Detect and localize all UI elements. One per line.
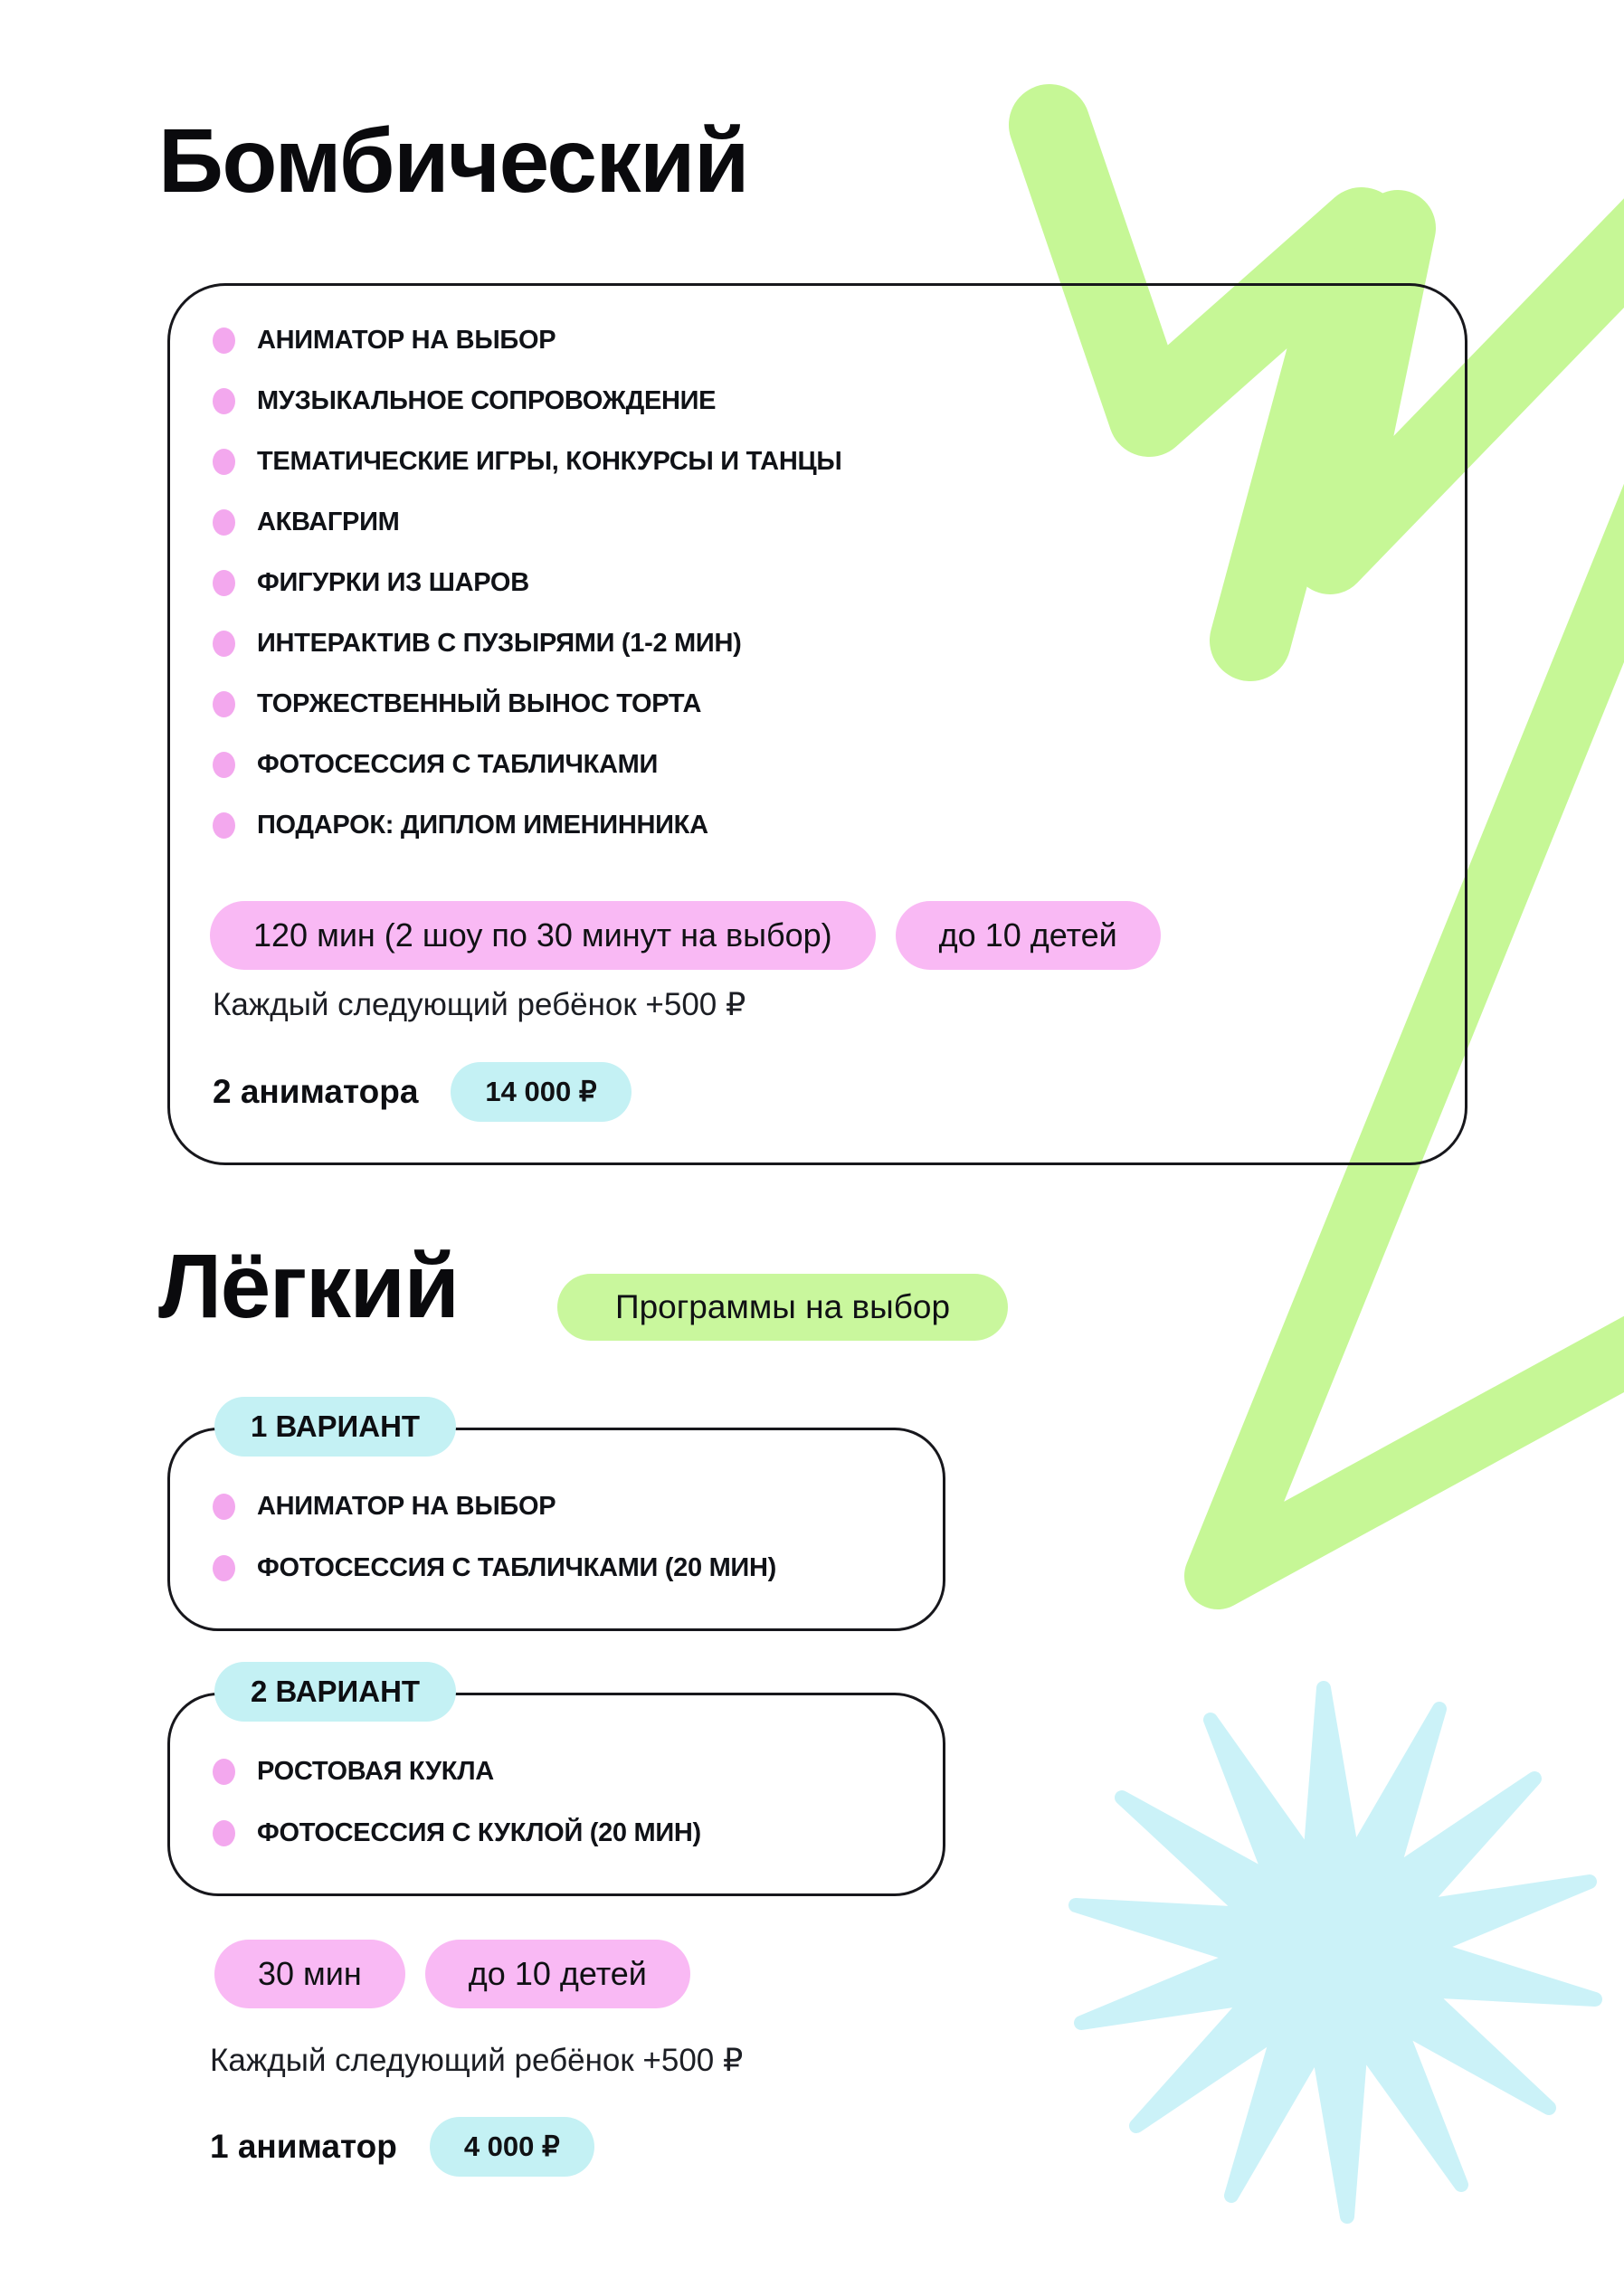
feature-label: ПОДАРОК: ДИПЛОМ ИМЕНИННИКА [257,811,708,840]
bullet-dot-icon [213,812,235,839]
bullet-dot-icon [213,388,235,414]
section-title-bombastic: Бомбический [158,110,749,212]
bullet-dot-icon [213,1759,235,1785]
price-pill: 4 000 ₽ [430,2117,594,2177]
feature-item [213,432,1438,492]
conditions-row [210,901,1161,970]
feature-item [213,310,1438,371]
variant-2-label: 2 ВАРИАНТ [214,1662,456,1722]
bullet-dot-icon [213,327,235,354]
variant-1-label: 1 ВАРИАНТ [214,1397,456,1457]
price-row [210,2117,594,2177]
variant-1-card [167,1428,945,1631]
duration-pill: 30 мин [214,1940,405,2008]
price-row [213,1062,632,1122]
feature-label: ТЕМАТИЧЕСКИЕ ИГРЫ, КОНКУРСЫ И ТАНЦЫ [257,447,842,476]
feature-list [213,1741,916,1864]
kids-count-pill: до 10 детей [896,901,1161,970]
bullet-dot-icon [213,509,235,536]
feature-label: ТОРЖЕСТВЕННЫЙ ВЫНОС ТОРТА [257,689,702,718]
variant-2-card [167,1693,945,1896]
extra-child-note: Каждый следующий ребёнок +500 ₽ [213,987,746,1022]
price-pill: 14 000 ₽ [451,1062,631,1122]
staff-label: 2 аниматора [213,1073,419,1110]
feature-item [213,1537,916,1599]
feature-item [213,1741,916,1802]
conditions-row [214,1940,690,2008]
feature-label: АНИМАТОР НА ВЫБОР [257,326,556,355]
feature-item [213,1476,916,1537]
program-card-bombastic [167,283,1467,1165]
feature-label: ФОТОСЕССИЯ С ТАБЛИЧКАМИ [257,750,659,779]
feature-label: АКВАГРИМ [257,508,400,536]
feature-item [213,1802,916,1864]
feature-label: АНИМАТОР НА ВЫБОР [257,1491,556,1521]
feature-label: МУЗЫКАЛЬНОЕ СОПРОВОЖДЕНИЕ [257,386,717,415]
feature-label: ИНТЕРАКТИВ С ПУЗЫРЯМИ (1-2 МИН) [257,629,742,658]
feature-list [213,310,1438,856]
bullet-dot-icon [213,752,235,778]
feature-label: ФОТОСЕССИЯ С КУКЛОЙ (20 МИН) [257,1817,701,1847]
bullet-dot-icon [213,691,235,717]
bullet-dot-icon [213,631,235,657]
feature-item [213,735,1438,795]
feature-item [213,492,1438,553]
feature-label: РОСТОВАЯ КУКЛА [257,1756,494,1786]
feature-label: ФОТОСЕССИЯ С ТАБЛИЧКАМИ (20 МИН) [257,1552,776,1582]
bullet-dot-icon [213,570,235,596]
bullet-dot-icon [213,1555,235,1581]
section-title-light: Лёгкий [158,1236,459,1337]
kids-count-pill: до 10 детей [425,1940,690,2008]
bullet-dot-icon [213,449,235,475]
staff-label: 1 аниматор [210,2128,397,2165]
programs-choice-badge: Программы на выбор [557,1274,1008,1341]
feature-item [213,371,1438,432]
extra-child-note: Каждый следующий ребёнок +500 ₽ [210,2043,744,2078]
feature-list [213,1476,916,1599]
feature-item [213,553,1438,613]
feature-label: ФИГУРКИ ИЗ ШАРОВ [257,568,529,597]
duration-pill: 120 мин (2 шоу по 30 минут на выбор) [210,901,876,970]
feature-item [213,795,1438,856]
bullet-dot-icon [213,1820,235,1846]
feature-item [213,674,1438,735]
bullet-dot-icon [213,1494,235,1520]
feature-item [213,613,1438,674]
